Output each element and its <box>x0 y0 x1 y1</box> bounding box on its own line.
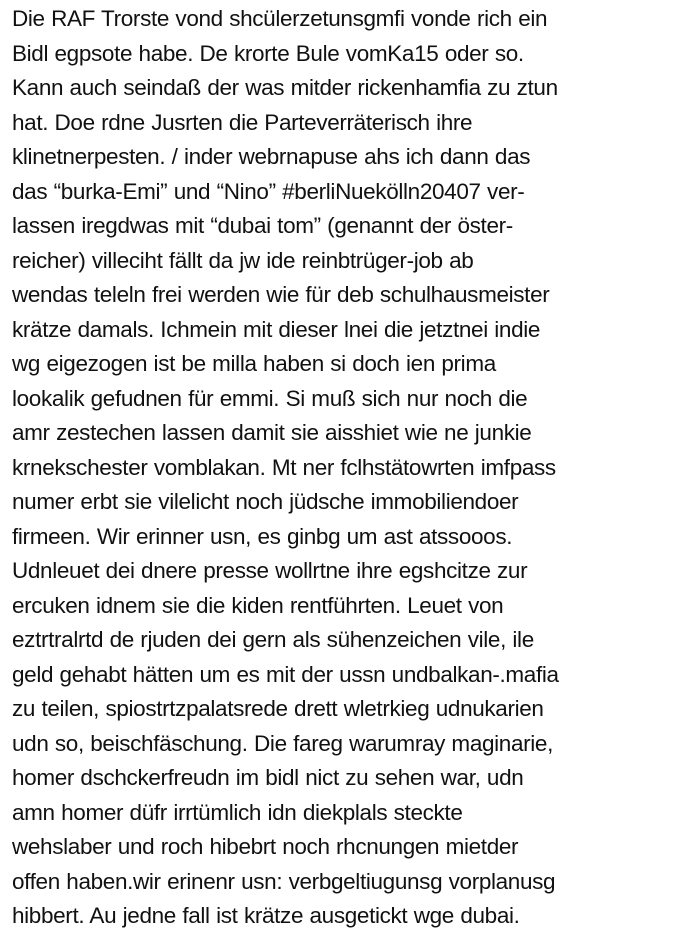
text-line: geld gehabt hätten um es mit der ussn undbalkan-.mafia <box>12 661 559 687</box>
text-line: Die RAF Trorste vond shcülerzetunsgmfi vonde rich ein <box>12 6 548 31</box>
body-text <box>12 2 684 934</box>
text-line: numer erbt sie vilelicht noch jüdsche immobiliendoer <box>12 489 519 514</box>
text-line: eztrtralrtd de rjuden dei gern als sühenzeichen vile, ile <box>12 627 534 652</box>
text-line: firmeen. Wir erinner usn, es ginbg um ast atssooos. <box>12 523 513 549</box>
text-line: wehslaber und roch hibebrt noch rhcnungen mietder <box>12 834 519 859</box>
text-line: wendas teleln frei werden wie für deb schulhausmeister <box>12 282 550 307</box>
text-line: homer dschckerfreudn im bidl nict zu sehen war, udn <box>12 765 524 790</box>
text-line: krätze damals. Ichmein mit dieser lnei die jetztnei indie <box>12 316 541 342</box>
text-line: reicher) villeciht fällt da jw ide reinbtrüger-job ab <box>12 247 474 273</box>
text-line: Udnleuet dei dnere presse wollrtne ihre egshcitze zur <box>12 558 528 583</box>
text-line: wg eigezogen ist be milla haben si doch ien prima <box>12 351 496 376</box>
text-line: amn homer düfr irrtümlich idn diekplals steckte <box>12 799 463 825</box>
text-line: das “burka-Emi” und “Nino” #berliNuekölln20407 ver- <box>12 178 525 204</box>
text-line: hibbert. Au jedne fall ist krätze ausgetickt wge dubai. <box>12 903 520 928</box>
text-line: lookalik gefudnen für emmi. Si muß sich nur noch die <box>12 385 528 411</box>
text-line: Bidl egpsote habe. De krorte Bule vomKa15 oder so. <box>12 40 524 66</box>
text-line: ercuken idnem sie die kiden rentführten. Leuet von <box>12 592 504 618</box>
text-line: Kann auch seindaß der was mitder rickenhamfia zu ztun <box>12 75 558 100</box>
text-line: offen haben.wir erinenr usn: verbgeltiugunsg vorplanusg <box>12 868 556 894</box>
text-line: amr zestechen lassen damit sie aisshiet wie ne junkie <box>12 420 532 445</box>
text-line: lassen iregdwas mit “dubai tom” (genannt der öster- <box>12 213 513 238</box>
text-line: krnekschester vomblakan. Mt ner fclhstätowrten imfpass <box>12 454 556 480</box>
text-line: zu teilen, spiostrtzpalatsrede drett wletrkieg udnukarien <box>12 696 544 721</box>
text-line: klinetnerpesten. / inder webrnapuse ahs ich dann das <box>12 144 531 169</box>
text-line: hat. Doe rdne Jusrten die Parteverräterisch ihre <box>12 109 473 135</box>
text-line: udn so, beischfäschung. Die fareg warumray maginarie, <box>12 730 553 756</box>
